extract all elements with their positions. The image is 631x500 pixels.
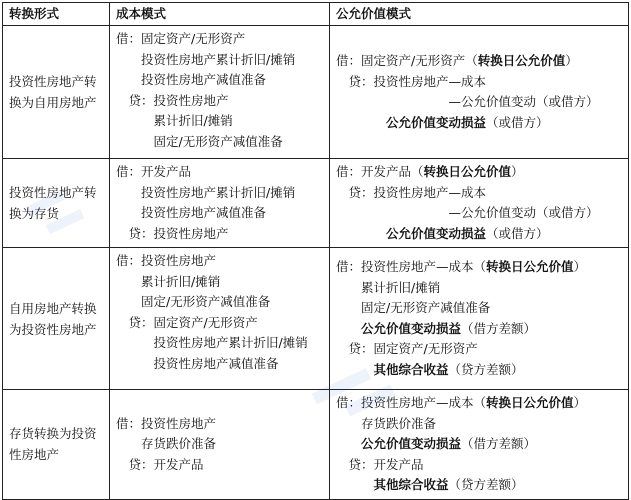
entry-line bbox=[336, 203, 624, 224]
entry-line bbox=[116, 333, 325, 354]
entry-text: 借：固定资产/无形资产（ bbox=[336, 53, 478, 68]
fair-value-entry bbox=[330, 26, 629, 159]
entry-text-bold: 其他综合收益 bbox=[373, 477, 449, 492]
entry-text-bold: 公允价值变动损益 bbox=[386, 225, 487, 241]
entry-line bbox=[336, 72, 624, 93]
entry-text: 借：投资性房地产 bbox=[116, 415, 217, 431]
entry-text-bold: 公允价值变动损益 bbox=[386, 114, 487, 130]
entry-text: 投资性房地产累计折旧/摊销 bbox=[116, 184, 296, 200]
entry-line bbox=[116, 183, 325, 204]
entry-line bbox=[116, 162, 325, 183]
entry-text bbox=[336, 115, 386, 130]
entry-text: 存货跌价准备 bbox=[336, 415, 437, 431]
entry-text: ） bbox=[565, 53, 578, 68]
entry-line bbox=[116, 251, 325, 272]
entry-text: 贷：开发产品 bbox=[116, 456, 204, 472]
entry-line bbox=[336, 414, 624, 435]
fair-value-entry bbox=[330, 159, 629, 248]
entry-text bbox=[336, 436, 361, 451]
entry-text: ） bbox=[573, 395, 587, 410]
entry-text: 贷：固定资产/无形资产 bbox=[116, 314, 258, 330]
conversion-type: 投资性房地产转换为存货 bbox=[3, 159, 110, 248]
entry-line bbox=[336, 257, 624, 278]
table-row bbox=[3, 26, 629, 159]
conversion-type: 投资性房地产转换为自用房地产 bbox=[3, 26, 110, 159]
entry-line bbox=[336, 319, 624, 340]
entry-text: 投资性房地产减值准备 bbox=[116, 72, 267, 87]
fair-value-entry bbox=[330, 390, 629, 500]
entry-text: （贷方差额） bbox=[448, 477, 524, 492]
entry-line bbox=[116, 132, 325, 153]
entry-line bbox=[336, 113, 624, 134]
table-row bbox=[3, 159, 629, 248]
conversion-table bbox=[2, 2, 629, 500]
cost-model-entry bbox=[110, 390, 330, 500]
entry-line bbox=[336, 183, 624, 204]
entry-line bbox=[116, 455, 325, 476]
entry-text: 累计折旧/摊销 bbox=[116, 113, 233, 128]
entry-line bbox=[116, 434, 325, 455]
entry-text: （借方差额） bbox=[461, 320, 537, 336]
entry-text: 贷：固定资产/无形资产 bbox=[336, 341, 478, 356]
entry-text: 贷：投资性房地产—成本 bbox=[336, 73, 487, 89]
entry-text-bold: 公允价值变动损益 bbox=[361, 436, 462, 451]
entry-text: 借：投资性房地产 bbox=[116, 253, 217, 268]
entry-line bbox=[336, 475, 624, 496]
entry-line bbox=[336, 393, 624, 414]
entry-line bbox=[336, 298, 624, 319]
entry-text-bold: 公允价值变动损益 bbox=[361, 320, 462, 336]
table-row bbox=[3, 248, 629, 390]
entry-line bbox=[336, 360, 624, 381]
entry-text: 借：投资性房地产—成本（ bbox=[336, 259, 487, 274]
entry-line bbox=[336, 51, 624, 72]
entry-text bbox=[336, 477, 374, 492]
entry-line bbox=[116, 91, 325, 112]
entry-text: （借方差额） bbox=[461, 436, 537, 451]
entry-text: 固定/无形资产减值准备 bbox=[116, 294, 271, 309]
header-cost-model: 成本模式 bbox=[110, 3, 330, 26]
entry-line bbox=[116, 111, 325, 132]
entry-line bbox=[116, 292, 325, 313]
entry-text-bold: 转换日公允价值 bbox=[477, 53, 566, 68]
entry-text bbox=[336, 226, 386, 241]
entry-line bbox=[336, 162, 624, 183]
conversion-type: 自用房地产转换为投资性房地产 bbox=[3, 248, 110, 390]
entry-text-bold: 其他综合收益 bbox=[373, 361, 449, 377]
entry-line bbox=[116, 203, 325, 224]
entry-text: —公允价值变动（或借方） bbox=[336, 205, 599, 220]
table-row bbox=[3, 390, 629, 500]
cost-model-entry bbox=[110, 159, 330, 248]
entry-line bbox=[116, 70, 325, 91]
entry-text-bold: 转换日公允价值 bbox=[423, 164, 512, 179]
entry-text: 固定/无形资产减值准备 bbox=[336, 300, 491, 315]
entry-text: 借：固定资产/无形资产 bbox=[116, 31, 246, 46]
entry-line bbox=[116, 313, 325, 334]
entry-text: 投资性房地产减值准备 bbox=[116, 205, 267, 220]
entry-text: 投资性房地产减值准备 bbox=[116, 355, 279, 371]
entry-text: 累计折旧/摊销 bbox=[336, 279, 441, 295]
entry-text-bold: 转换日公允价值 bbox=[486, 395, 574, 410]
entry-text bbox=[336, 362, 374, 377]
entry-text: （或借方） bbox=[486, 114, 549, 130]
entry-text: 贷：开发产品 bbox=[336, 456, 424, 472]
entry-text: 贷：投资性房地产 bbox=[116, 92, 229, 108]
entry-line bbox=[116, 50, 325, 71]
entry-line bbox=[116, 224, 325, 245]
entry-line bbox=[336, 224, 624, 245]
entry-line bbox=[116, 272, 325, 293]
entry-text bbox=[336, 321, 361, 336]
header-row bbox=[3, 3, 629, 26]
entry-line bbox=[336, 339, 624, 360]
cost-model-entry bbox=[110, 26, 330, 159]
entry-text: 存货跌价准备 bbox=[116, 436, 217, 451]
entry-text: 累计折旧/摊销 bbox=[116, 273, 221, 289]
entry-line bbox=[336, 434, 624, 455]
entry-text: ） bbox=[511, 164, 524, 179]
entry-line bbox=[336, 278, 624, 299]
entry-text: 贷：投资性房地产 bbox=[116, 225, 229, 241]
entry-text-bold: 转换日公允价值 bbox=[486, 259, 574, 274]
entry-line bbox=[116, 354, 325, 375]
entry-text: 借：开发产品（ bbox=[336, 164, 424, 179]
entry-text: ） bbox=[573, 259, 587, 274]
entry-text: 借：开发产品 bbox=[116, 164, 192, 179]
entry-text: —公允价值变动（或借方） bbox=[336, 94, 599, 109]
header-conversion-form: 转换形式 bbox=[3, 3, 110, 26]
entry-text: 借：投资性房地产—成本（ bbox=[336, 395, 487, 410]
fair-value-entry bbox=[330, 248, 629, 390]
entry-line bbox=[116, 29, 325, 50]
cost-model-entry bbox=[110, 248, 330, 390]
entry-line bbox=[116, 414, 325, 435]
entry-line bbox=[336, 92, 624, 113]
entry-line bbox=[336, 455, 624, 476]
entry-text: 投资性房地产累计折旧/摊销 bbox=[116, 51, 296, 67]
conversion-type: 存货转换为投资性房地产 bbox=[3, 390, 110, 500]
header-fair-value-model: 公允价值模式 bbox=[330, 3, 629, 26]
entry-text: 固定/无形资产减值准备 bbox=[116, 133, 283, 149]
entry-text: （贷方差额） bbox=[448, 361, 524, 377]
entry-text: 贷：投资性房地产—成本 bbox=[336, 184, 487, 200]
entry-text: 投资性房地产累计折旧/摊销 bbox=[116, 335, 308, 350]
entry-text: （或借方） bbox=[486, 225, 549, 241]
